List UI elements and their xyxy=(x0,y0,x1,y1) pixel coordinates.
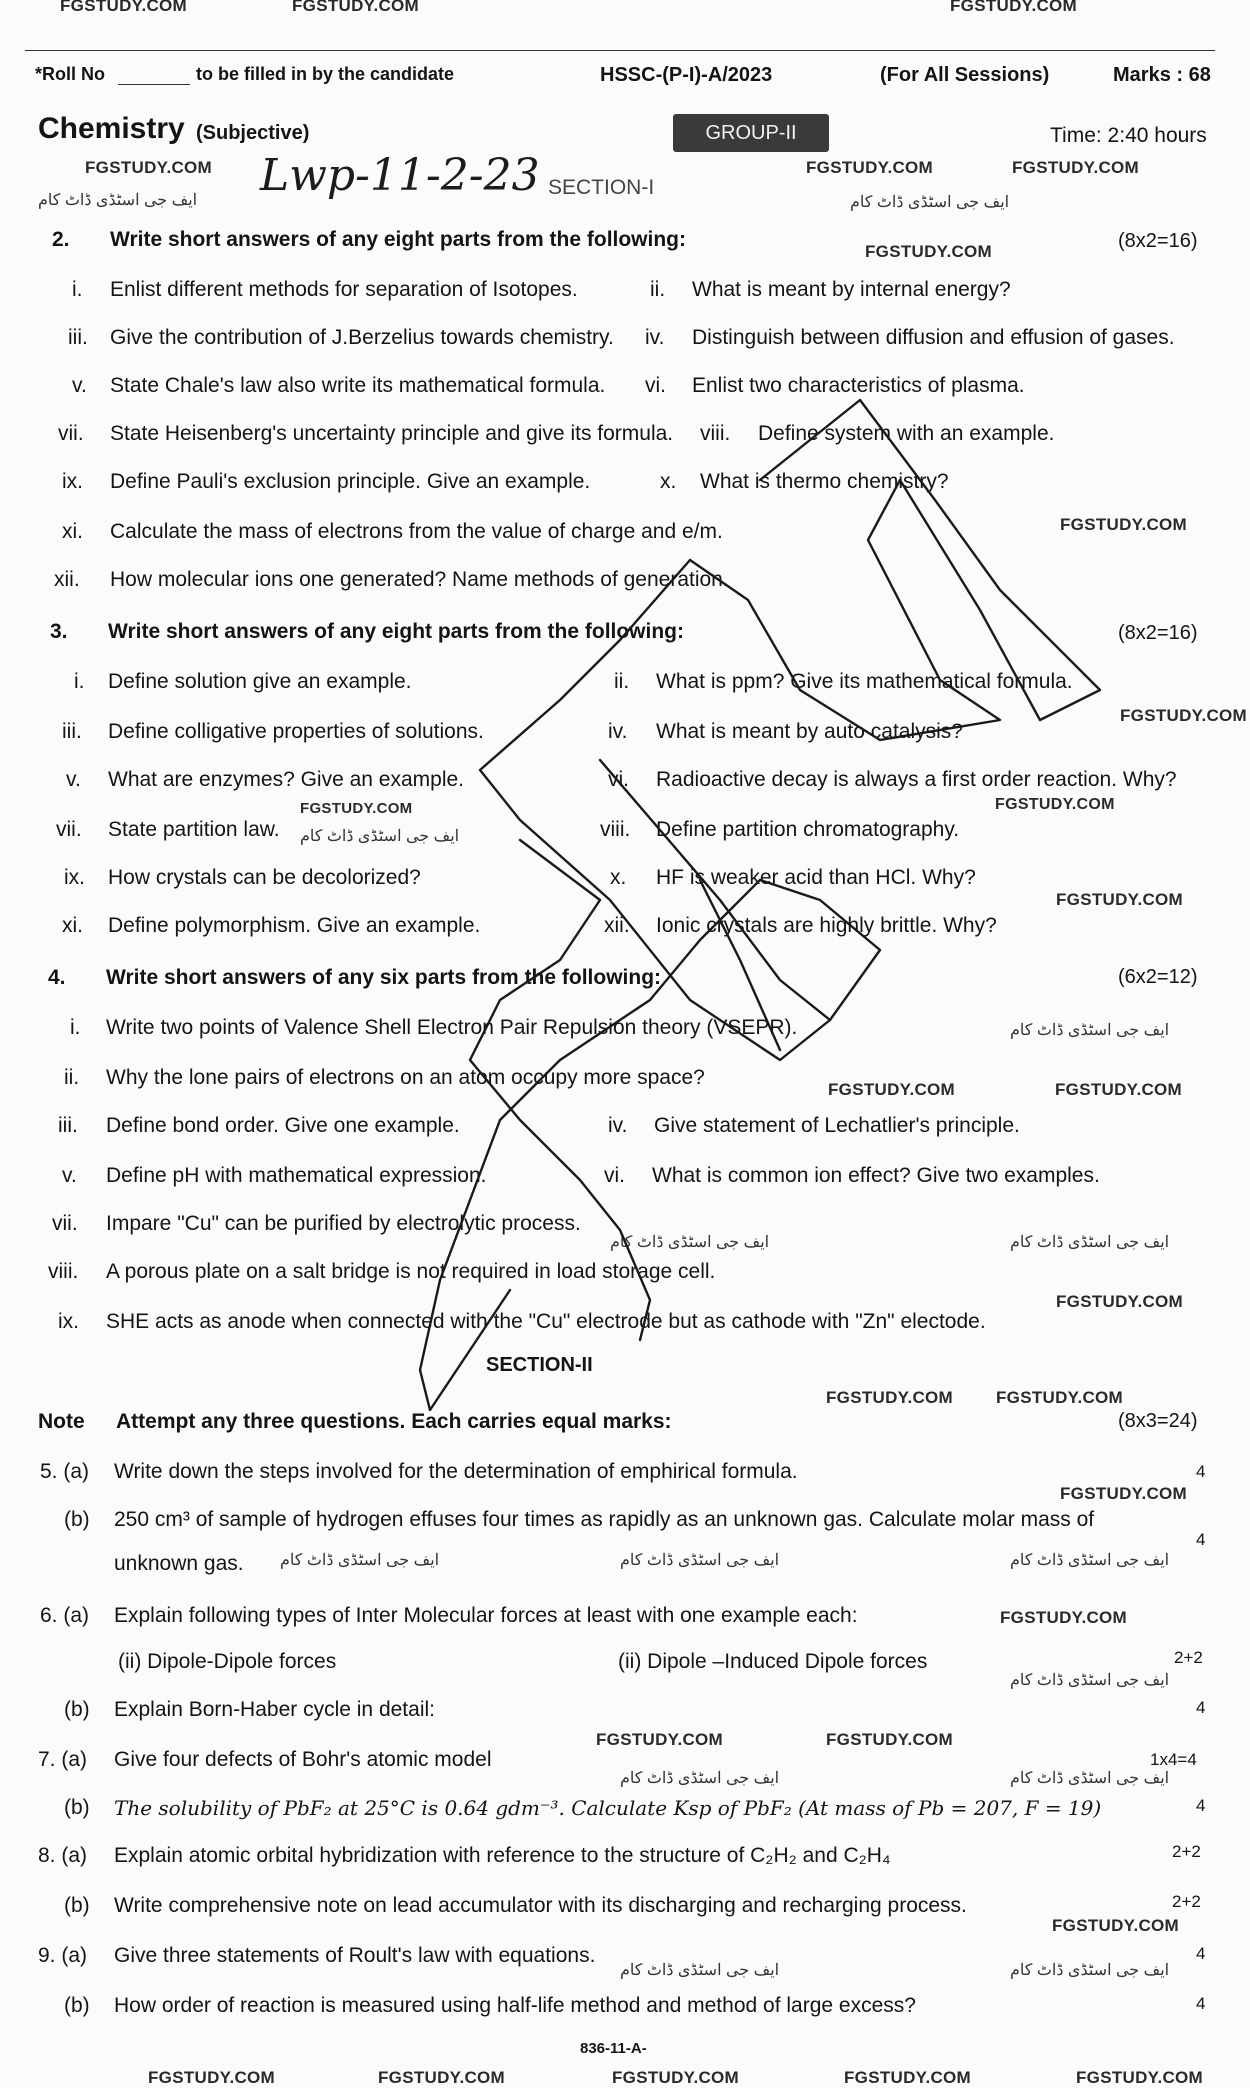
q2-part-number: iii. xyxy=(68,326,88,349)
roll-no-note: to be filled in by the candidate xyxy=(196,64,455,84)
q5b-text-line2: unknown gas. xyxy=(114,1552,244,1575)
q6b-number: (b) xyxy=(64,1698,90,1721)
watermark-text: FGSTUDY.COM xyxy=(378,2068,506,2087)
urdu-watermark: ایف جی اسٹڈی ڈاٹ کام xyxy=(1010,1962,1170,1979)
q4-part-text: A porous plate on a salt bridge is not required in load storage cell. xyxy=(106,1260,716,1283)
watermark-text: FGSTUDY.COM xyxy=(1056,1292,1184,1311)
exam-time: Time: 2:40 hours xyxy=(1050,124,1207,147)
q2-part-text: Give the contribution of J.Berzelius towards chemistry. xyxy=(110,326,614,349)
q9a-marks: 4 xyxy=(1196,1944,1206,1963)
paper-footer-code: 836-11-A- xyxy=(580,2040,647,2057)
q2-part-number: vi. xyxy=(645,374,666,397)
q4-part-number: vi. xyxy=(604,1164,625,1187)
q2-part-text: Enlist different methods for separation of Isotopes. xyxy=(110,278,578,301)
sessions-label: (For All Sessions) xyxy=(880,64,1050,86)
q2-heading: Write short answers of any eight parts from the following: xyxy=(110,228,687,251)
q2-part-text: Define system with an example. xyxy=(758,422,1055,445)
q6a-text: Explain following types of Inter Molecular forces at least with one example each: xyxy=(114,1604,858,1627)
q4-part-number: viii. xyxy=(48,1260,79,1283)
urdu-watermark: ایف جی اسٹڈی ڈاٹ کام xyxy=(610,1234,770,1251)
watermark-text: FGSTUDY.COM xyxy=(292,0,420,15)
q4-marks: (6x2=12) xyxy=(1118,966,1198,988)
watermark-text: FGSTUDY.COM xyxy=(826,1730,954,1749)
q5a-number: 5. (a) xyxy=(40,1460,90,1483)
q3-part-number: ix. xyxy=(64,866,85,889)
watermark-text: FGSTUDY.COM xyxy=(1052,1916,1180,1935)
urdu-watermark: ایف جی اسٹڈی ڈاٹ کام xyxy=(620,1962,780,1979)
watermark-text: FGSTUDY.COM xyxy=(300,800,413,817)
q4-part-number: i. xyxy=(70,1016,81,1039)
q7a-number: 7. (a) xyxy=(38,1748,88,1771)
urdu-watermark: ایف جی اسٹڈی ڈاٹ کام xyxy=(850,194,1010,211)
urdu-watermark: ایف جی اسٹڈی ڈاٹ کام xyxy=(1010,1022,1170,1039)
q8a-number: 8. (a) xyxy=(38,1844,88,1867)
section-2-title: SECTION-II xyxy=(486,1354,593,1376)
watermark-text: FGSTUDY.COM xyxy=(148,2068,276,2087)
q3-part-text: State partition law. xyxy=(108,818,280,841)
q4-part-text: SHE acts as anode when connected with the "Cu" electrode but as cathode with "Zn" electode. xyxy=(106,1310,986,1333)
q7b-marks: 4 xyxy=(1196,1796,1206,1815)
urdu-watermark: ایف جی اسٹڈی ڈاٹ کام xyxy=(300,828,460,845)
q9a-number: 9. (a) xyxy=(38,1944,88,1967)
q4-part-text: What is common ion effect? Give two examples. xyxy=(652,1164,1100,1187)
q3-part-text: How crystals can be decolorized? xyxy=(108,866,421,889)
subject-type: (Subjective) xyxy=(196,122,310,144)
q8b-number: (b) xyxy=(64,1894,90,1917)
q2-part-text: Distinguish between diffusion and effusion of gases. xyxy=(692,326,1175,349)
urdu-watermark: ایف جی اسٹڈی ڈاٹ کام xyxy=(1010,1672,1170,1689)
q2-marks: (8x2=16) xyxy=(1118,230,1198,252)
q3-part-text: What is meant by auto catalysis? xyxy=(656,720,963,743)
urdu-watermark: ایف جی اسٹڈی ڈاٹ کام xyxy=(1010,1770,1170,1787)
q3-part-text: Define colligative properties of solutions. xyxy=(108,720,484,743)
watermark-text: FGSTUDY.COM xyxy=(1055,1080,1183,1099)
q2-part-text: Calculate the mass of electrons from the value of charge and e/m. xyxy=(110,520,723,543)
q3-part-number: xii. xyxy=(604,914,630,937)
header-rule xyxy=(25,50,1215,51)
note-label: Note xyxy=(38,1410,85,1433)
watermark-text: FGSTUDY.COM xyxy=(806,158,934,177)
q2-part-number: i. xyxy=(72,278,83,301)
q2-part-text: State Chale's law also write its mathematical formula. xyxy=(110,374,606,397)
q6b-text: Explain Born-Haber cycle in detail: xyxy=(114,1698,435,1721)
q3-part-text: What is ppm? Give its mathematical formula. xyxy=(656,670,1073,693)
watermark-text: FGSTUDY.COM xyxy=(1076,2068,1204,2087)
watermark-text: FGSTUDY.COM xyxy=(596,1730,724,1749)
q4-part-number: ii. xyxy=(64,1066,80,1089)
q4-part-text: Write two points of Valence Shell Electron Pair Repulsion theory (VSEPR). xyxy=(106,1016,798,1039)
watermark-text: FGSTUDY.COM xyxy=(996,1388,1124,1407)
urdu-watermark: ایف جی اسٹڈی ڈاٹ کام xyxy=(280,1552,440,1569)
watermark-text: FGSTUDY.COM xyxy=(1056,890,1184,909)
q2-part-text: How molecular ions one generated? Name methods of generation. xyxy=(110,568,729,591)
q4-part-number: iv. xyxy=(608,1114,628,1137)
watermark-text: FGSTUDY.COM xyxy=(1000,1608,1128,1627)
urdu-watermark: ایف جی اسٹڈی ڈاٹ کام xyxy=(1010,1234,1170,1251)
q3-part-number: xi. xyxy=(62,914,83,937)
q2-part-text: Define Pauli's exclusion principle. Give an example. xyxy=(110,470,591,493)
watermark-text: FGSTUDY.COM xyxy=(1060,515,1188,534)
q3-part-number: v. xyxy=(66,768,81,791)
q4-part-number: iii. xyxy=(58,1114,78,1137)
watermark-text: FGSTUDY.COM xyxy=(1060,1484,1188,1503)
q4-part-text: Impare "Cu" can be purified by electrolytic process. xyxy=(106,1212,581,1235)
q6a-number: 6. (a) xyxy=(40,1604,90,1627)
subject-title: Chemistry xyxy=(38,112,185,145)
q3-part-number: iii. xyxy=(62,720,82,743)
q4-part-text: Why the lone pairs of electrons on an atom occupy more space? xyxy=(106,1066,705,1089)
section-2-marks: (8x3=24) xyxy=(1118,1410,1198,1432)
roll-no-blank xyxy=(118,84,190,85)
q2-part-number: xi. xyxy=(62,520,83,543)
q3-part-text: Define partition chromatography. xyxy=(656,818,960,841)
q4-part-number: vii. xyxy=(52,1212,78,1235)
paper-code: HSSC-(P-I)-A/2023 xyxy=(600,64,773,86)
watermark-text: FGSTUDY.COM xyxy=(995,796,1115,813)
q2-part-number: iv. xyxy=(645,326,665,349)
watermark-text: FGSTUDY.COM xyxy=(1120,706,1248,725)
q6b-marks: 4 xyxy=(1196,1698,1206,1717)
total-marks: Marks : 68 xyxy=(1113,64,1211,86)
group-badge: GROUP-II xyxy=(673,114,829,152)
q8a-text: Explain atomic orbital hybridization with reference to the structure of C₂H₂ and C₂H₄ xyxy=(114,1844,891,1867)
q3-part-number: ii. xyxy=(614,670,630,693)
q5b-text-line1: 250 cm³ of sample of hydrogen effuses four times as rapidly as an unknown gas. Calculate molar mass of xyxy=(114,1508,1095,1531)
urdu-watermark: ایف جی اسٹڈی ڈاٹ کام xyxy=(1010,1552,1170,1569)
q5b-number: (b) xyxy=(64,1508,90,1531)
section-1-title: SECTION-I xyxy=(548,176,655,199)
urdu-watermark: ایف جی اسٹڈی ڈاٹ کام xyxy=(38,192,198,209)
q3-part-number: iv. xyxy=(608,720,628,743)
q5a-text: Write down the steps involved for the determination of emphirical formula. xyxy=(114,1460,798,1483)
q6a-part-i: (ii) Dipole-Dipole forces xyxy=(118,1650,337,1673)
q2-part-text: Enlist two characteristics of plasma. xyxy=(692,374,1025,397)
q7a-text: Give four defects of Bohr's atomic model xyxy=(114,1748,492,1771)
q3-part-text: Ionic crystals are highly brittle. Why? xyxy=(656,914,997,937)
q7a-marks: 1x4=4 xyxy=(1150,1750,1197,1769)
q6a-marks: 2+2 xyxy=(1174,1648,1203,1667)
q4-number: 4. xyxy=(48,966,66,989)
q9a-text: Give three statements of Roult's law with equations. xyxy=(114,1944,596,1967)
q2-part-number: ix. xyxy=(62,470,83,493)
q3-number: 3. xyxy=(50,620,68,643)
note-text: Attempt any three questions. Each carries equal marks: xyxy=(116,1410,672,1433)
q2-part-text: State Heisenberg's uncertainty principle and give its formula. xyxy=(110,422,674,445)
q6a-part-ii: (ii) Dipole –Induced Dipole forces xyxy=(618,1650,928,1673)
q3-part-text: Define polymorphism. Give an example. xyxy=(108,914,481,937)
q2-part-text: What is meant by internal energy? xyxy=(692,278,1011,301)
q4-part-number: ix. xyxy=(58,1310,79,1333)
q8b-marks: 2+2 xyxy=(1172,1892,1201,1911)
watermark-text: FGSTUDY.COM xyxy=(865,242,993,261)
q3-part-text: HF is weaker acid than HCl. Why? xyxy=(656,866,976,889)
q7b-number: (b) xyxy=(64,1796,90,1819)
q3-part-text: What are enzymes? Give an example. xyxy=(108,768,464,791)
q9b-marks: 4 xyxy=(1196,1994,1206,2013)
q2-part-text: What is thermo chemistry? xyxy=(700,470,949,493)
watermark-text: FGSTUDY.COM xyxy=(828,1080,956,1099)
q2-part-number: viii. xyxy=(700,422,731,445)
q8a-marks: 2+2 xyxy=(1172,1842,1201,1861)
q2-part-number: xii. xyxy=(54,568,80,591)
q4-part-text: Define pH with mathematical expression. xyxy=(106,1164,487,1187)
watermark-text: FGSTUDY.COM xyxy=(60,0,188,15)
handwritten-date: Lwp-11-2-23 xyxy=(260,150,540,201)
q3-part-number: vi. xyxy=(608,768,629,791)
q5b-marks: 4 xyxy=(1196,1530,1206,1549)
q3-part-text: Define solution give an example. xyxy=(108,670,412,693)
q7b-text: The solubility of PbF₂ at 25°C is 0.64 gdm⁻³. Calculate Ksp of PbF₂ (At mass of Pb = 207, F = 19) xyxy=(114,1796,1102,1820)
q9b-number: (b) xyxy=(64,1994,90,2017)
q3-part-number: vii. xyxy=(56,818,82,841)
watermark-text: FGSTUDY.COM xyxy=(844,2068,972,2087)
q2-part-number: vii. xyxy=(58,422,84,445)
q5a-marks: 4 xyxy=(1196,1462,1206,1481)
cancellation-strokes xyxy=(420,400,1100,1410)
q9b-text: How order of reaction is measured using half-life method and method of large excess? xyxy=(114,1994,916,2017)
q2-part-number: v. xyxy=(72,374,87,397)
q3-part-number: x. xyxy=(610,866,627,889)
q3-part-text: Radioactive decay is always a first order reaction. Why? xyxy=(656,768,1177,791)
urdu-watermark: ایف جی اسٹڈی ڈاٹ کام xyxy=(620,1552,780,1569)
q4-part-number: v. xyxy=(62,1164,77,1187)
q2-number: 2. xyxy=(52,228,70,251)
q2-part-number: x. xyxy=(660,470,677,493)
watermark-text: FGSTUDY.COM xyxy=(85,158,213,177)
q3-heading: Write short answers of any eight parts from the following: xyxy=(108,620,685,643)
q4-part-text: Define bond order. Give one example. xyxy=(106,1114,460,1137)
watermark-text: FGSTUDY.COM xyxy=(1012,158,1140,177)
q4-part-text: Give statement of Lechatlier's principle. xyxy=(654,1114,1020,1137)
roll-no-label: *Roll No xyxy=(35,64,105,84)
watermark-text: FGSTUDY.COM xyxy=(612,2068,740,2087)
q4-heading: Write short answers of any six parts from the following: xyxy=(106,966,662,989)
q8b-text: Write comprehensive note on lead accumulator with its discharging and recharging process. xyxy=(114,1894,967,1917)
urdu-watermark: ایف جی اسٹڈی ڈاٹ کام xyxy=(620,1770,780,1787)
q3-part-number: viii. xyxy=(600,818,631,841)
watermark-text: FGSTUDY.COM xyxy=(826,1388,954,1407)
q2-part-number: ii. xyxy=(650,278,666,301)
q3-part-number: i. xyxy=(74,670,85,693)
watermark-text: FGSTUDY.COM xyxy=(950,0,1078,15)
q3-marks: (8x2=16) xyxy=(1118,622,1198,644)
